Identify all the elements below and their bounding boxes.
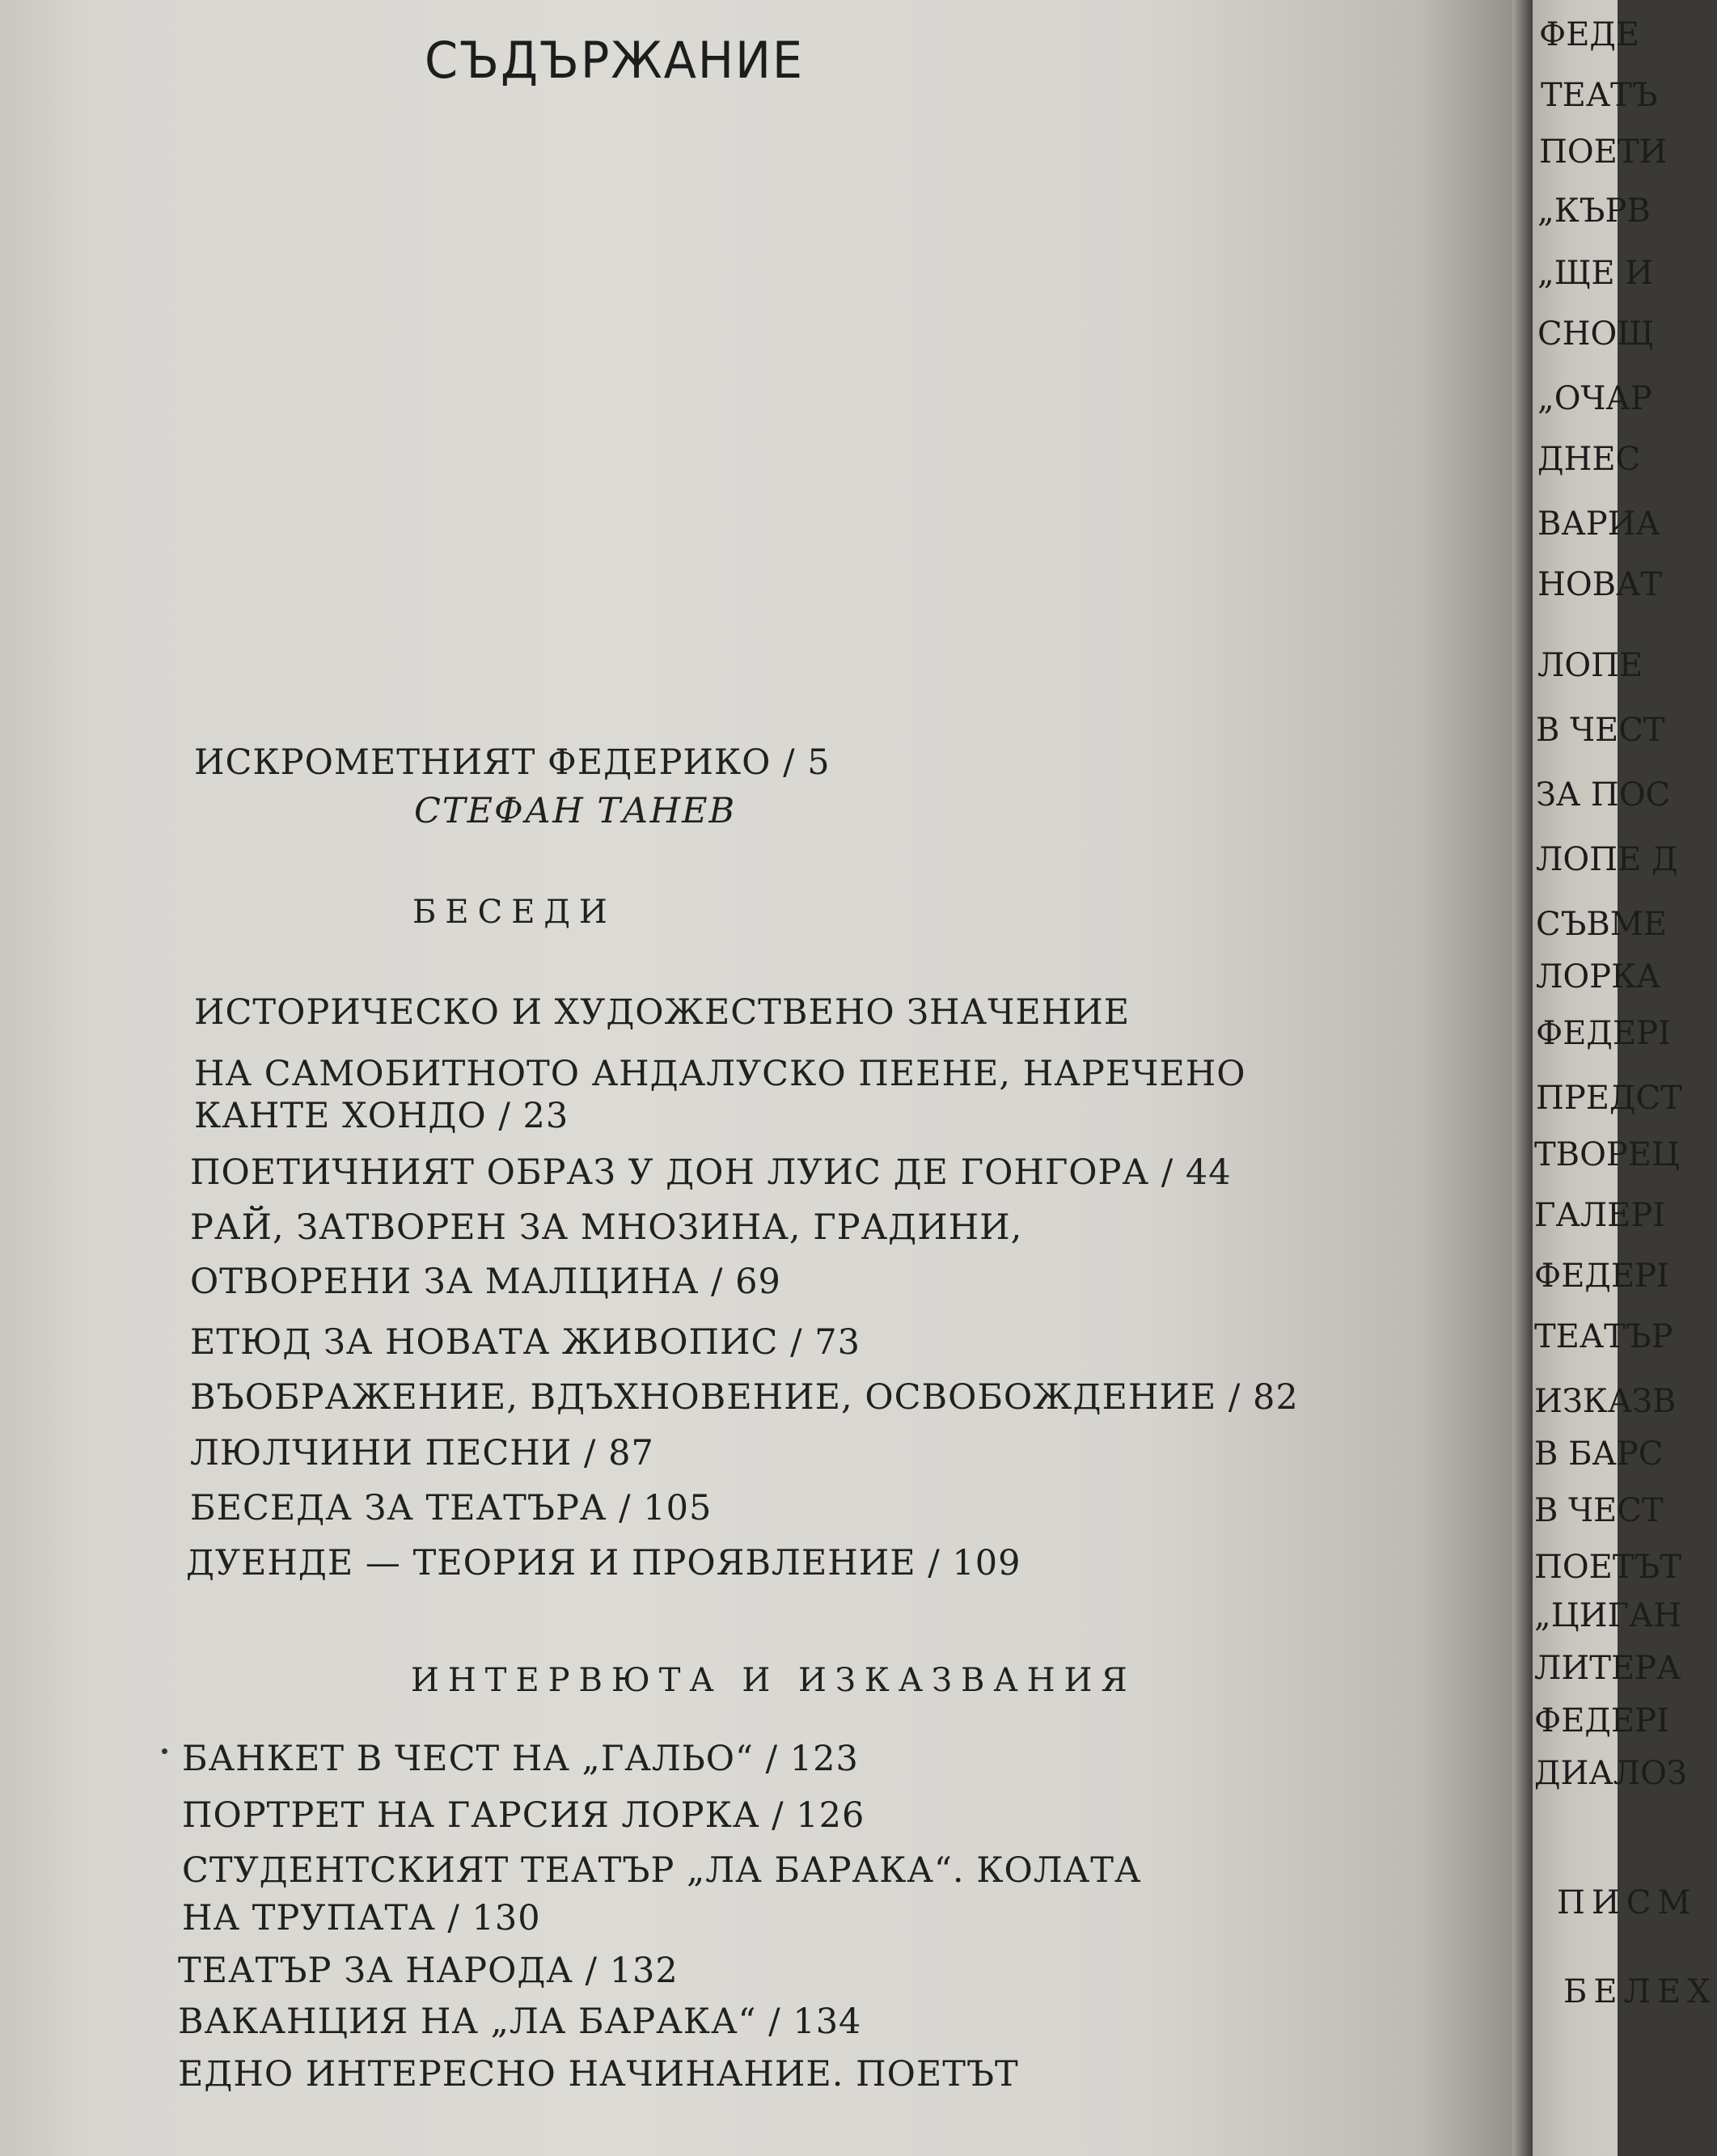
toc-entry: КАНТЕ ХОНДО / 23 — [194, 1096, 569, 1136]
page-title: СЪДЪРЖАНИЕ — [425, 31, 805, 90]
toc-entry: БЕСЕДА ЗА ТЕАТЪРА / 105 — [190, 1488, 713, 1528]
toc-entry: ПОРТРЕТ НА ГАРСИЯ ЛОРКА / 126 — [182, 1795, 865, 1836]
facing-page-fragment: СНОЩ — [1537, 315, 1654, 353]
preface-author: СТЕФАН ТАНЕВ — [414, 791, 737, 831]
toc-entry: ПОЕТИЧНИЯТ ОБРАЗ У ДОН ЛУИС ДЕ ГОНГОРА / 44 — [190, 1152, 1232, 1193]
toc-entry: ЕТЮД ЗА НОВАТА ЖИВОПИС / 73 — [190, 1322, 861, 1363]
section-heading-interviews: ИНТЕРВЮТА И ИЗКАЗВАНИЯ — [411, 1662, 1136, 1699]
facing-page-fragment: „ЩЕ И — [1537, 255, 1654, 292]
toc-entry: ЕДНО ИНТЕРЕСНО НАЧИНАНИЕ. ПОЕТЪТ — [178, 2054, 1019, 2095]
toc-entry: ИСТОРИЧЕСКО И ХУДОЖЕСТВЕНО ЗНАЧЕНИЕ — [194, 992, 1131, 1033]
facing-page-fragment: ТВОРЕЦ — [1534, 1136, 1680, 1173]
facing-page-fragment: ФЕДЕРІ — [1534, 1702, 1669, 1740]
facing-page — [1533, 0, 1717, 2156]
facing-page-fragment: СЪВМЕ — [1536, 906, 1667, 943]
toc-entry: ОТВОРЕНИ ЗА МАЛЦИНА / 69 — [190, 1262, 781, 1302]
section-heading-talks: БЕСЕДИ — [412, 894, 616, 931]
facing-page-fragment: ДИАЛОЗ — [1534, 1755, 1687, 1792]
facing-page-fragment: В ЧЕСТ — [1536, 712, 1665, 749]
facing-page-fragment: ЛОПЕ — [1537, 647, 1643, 684]
facing-page-fragment: ФЕДЕРІ — [1534, 1258, 1669, 1295]
facing-page-fragment: ПОЕТЪТ — [1534, 1549, 1682, 1586]
facing-page-fragment: В БАРС — [1534, 1435, 1664, 1473]
facing-page-fragment: ГАЛЕРІ — [1534, 1197, 1666, 1234]
toc-entry: РАЙ, ЗАТВОРЕН ЗА МНОЗИНА, ГРАДИНИ, — [190, 1207, 1023, 1248]
facing-page-fragment: ЛОРКА — [1536, 958, 1661, 996]
facing-page-fragment: ТЕАТЪ — [1541, 77, 1658, 114]
facing-page-fragment: ТЕАТЪР — [1534, 1318, 1673, 1355]
facing-page-fragment: ПОЕТИ — [1539, 133, 1668, 171]
facing-page-fragment: ПРЕДСТ — [1536, 1080, 1682, 1117]
facing-page-fragment: ПИСМ — [1557, 1884, 1698, 1921]
facing-page-fragment: ВАРИА — [1537, 505, 1660, 543]
facing-page-fragment: НОВАТ — [1537, 566, 1663, 603]
toc-entry: БАНКЕТ В ЧЕСТ НА „ГАЛЬО“ / 123 — [182, 1739, 859, 1779]
toc-entry: ВЪОБРАЖЕНИЕ, ВДЪХНОВЕНИЕ, ОСВОБОЖДЕНИЕ / 82 — [190, 1377, 1299, 1418]
toc-entry: ДУЕНДЕ — ТЕОРИЯ И ПРОЯВЛЕНИЕ / 109 — [186, 1543, 1021, 1583]
facing-page-fragment: „КЪРВ — [1537, 192, 1651, 230]
toc-entry: НА ТРУПАТА / 130 — [182, 1898, 541, 1938]
facing-page-fragment: „ОЧАР — [1537, 380, 1652, 417]
facing-page-fragment: В ЧЕСТ — [1534, 1492, 1664, 1529]
toc-entry: НА САМОБИТНОТО АНДАЛУСКО ПЕЕНЕ, НАРЕЧЕНО — [194, 1054, 1246, 1094]
facing-page-fragment: ФЕДЕ — [1539, 16, 1640, 53]
toc-entry: ВАКАНЦИЯ НА „ЛА БАРАКА“ / 134 — [178, 2002, 862, 2042]
facing-page-fragment: БЕЛЕХ — [1563, 1973, 1717, 2010]
facing-page-fragment: ДНЕС — [1537, 441, 1641, 478]
ink-speck — [162, 1748, 167, 1754]
preface-title: ИСКРОМЕТНИЯТ ФЕДЕРИКО / 5 — [194, 742, 831, 783]
facing-page-fragment: ЛИТЕРА — [1534, 1650, 1681, 1687]
facing-page-fragment: ФЕДЕРІ — [1536, 1015, 1671, 1052]
facing-page-fragment: ИЗКАЗВ — [1534, 1383, 1677, 1420]
toc-entry: ТЕАТЪР ЗА НАРОДА / 132 — [178, 1951, 679, 1991]
facing-page-fragment: „ЦИГАН — [1534, 1597, 1682, 1634]
toc-entry: СТУДЕНТСКИЯТ ТЕАТЪР „ЛА БАРАКА“. КОЛАТА — [182, 1850, 1142, 1891]
toc-entry: ЛЮЛЧИНИ ПЕСНИ / 87 — [190, 1433, 654, 1473]
facing-page-fragment: ЛОПЕ Д — [1536, 841, 1678, 878]
facing-page-fragment: ЗА ПОС — [1536, 776, 1671, 814]
